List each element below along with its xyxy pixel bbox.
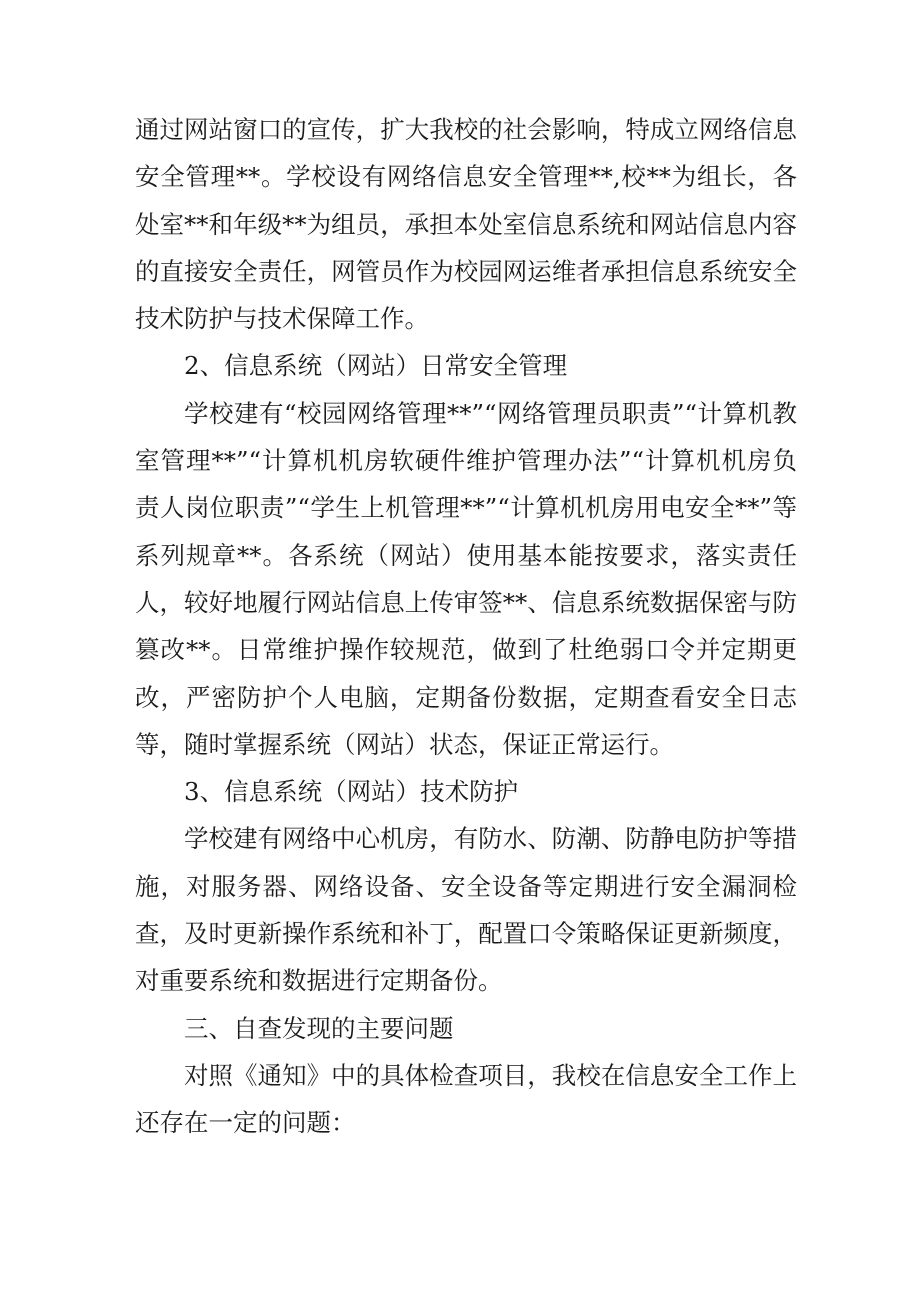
paragraph-daily-management: 学校建有“校园网络管理**”“网络管理员职责”“计算机教室管理**”“计算机机房软硬件维护管理办法”“计算机机房负责人岗位职责”“学生上机管理**”“计算机机房用电安全**”等系列规章**。各系统（网站）使用基本能按要求，落实责任人，较好地履行网站信息上传审签**、信息系统数据保密与防篡改**。日常维护操作较规范，做到了杜绝弱口令并定期更改，严密防护个人电脑，定期备份数据，定期查看安全日志等，随时掌握系统（网站）状态，保证正常运行。 xyxy=(135,398,797,759)
section-heading-daily-management: 2、信息系统（网站）日常安全管理 xyxy=(184,351,568,381)
paragraph-continuation: 通过网站窗口的宣传，扩大我校的社会影响，特成立网络信息安全管理**。学校设有网络信息安全管理**,校**为组长，各处室**和年级**为组员，承担本处室信息系统和网站信息内容的直接安全责任，网管员作为校园网运维者承担信息系统安全技术防护与技术保障工作。 xyxy=(135,115,797,334)
paragraph-technical-protection: 学校建有网络中心机房，有防水、防潮、防静电防护等措施，对服务器、网络设备、安全设备等定期进行安全漏洞检查，及时更新操作系统和补丁，配置口令策略保证更新频度，对重要系统和数据进行定期备份。 xyxy=(135,824,797,996)
document-body xyxy=(135,106,797,1147)
section-heading-technical-protection: 3、信息系统（网站）技术防护 xyxy=(184,777,519,807)
paragraph-main-problems: 对照《通知》中的具体检查项目，我校在信息安全工作上还存在一定的问题： xyxy=(135,1060,797,1138)
section-heading-main-problems: 三、自查发现的主要问题 xyxy=(184,1013,454,1043)
